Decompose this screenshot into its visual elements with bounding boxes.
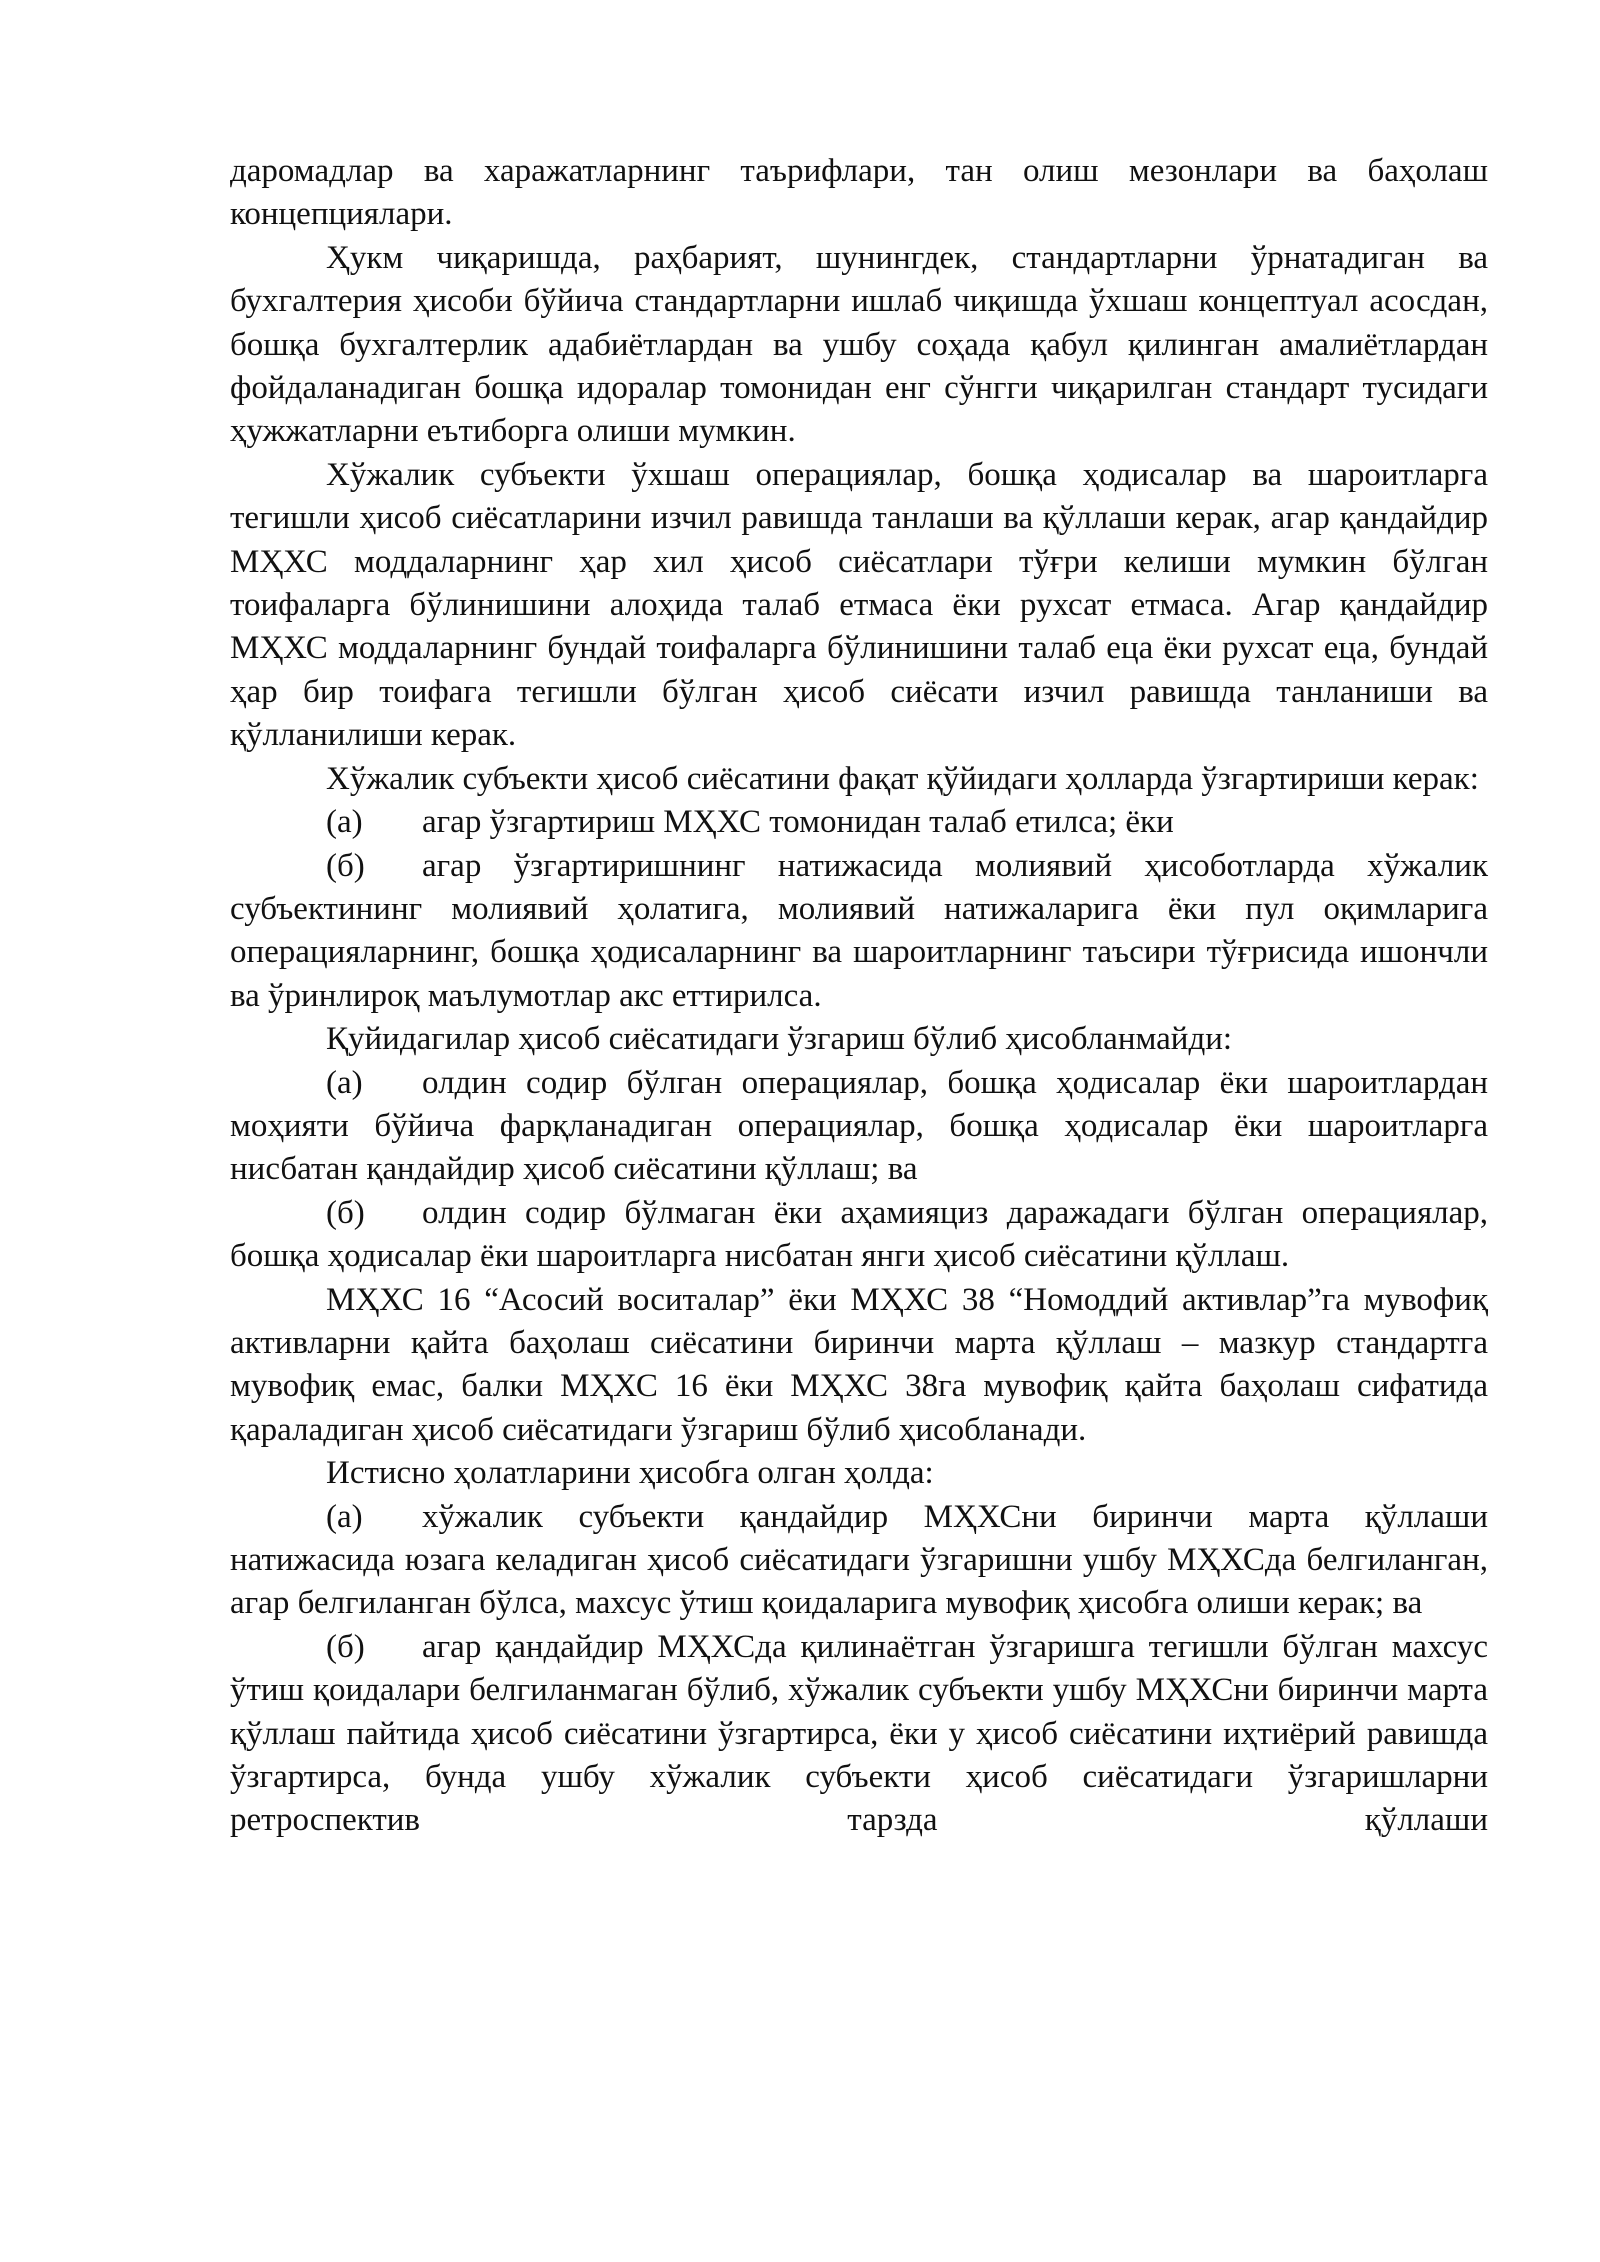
list-marker: (а) bbox=[326, 1498, 363, 1535]
list-marker: (б) bbox=[326, 1628, 365, 1665]
list-item-text: олдин содир бўлган операциялар, бошқа ҳодисалар ёки шароитлардан моҳияти бўйича фарқланадиган операциялар, бошқа ҳодисалар ёки шароитларга нисбатан қандайдир ҳисоб сиёсатини қўллаш; ва bbox=[230, 1064, 1488, 1188]
list-item-text: агар қандайдир МҲХСда қилинаётган ўзгаришга тегишли бўлган махсус ўтиш қоидалари белгиланмаган бўлиб, хўжалик субъекти ушбу МҲХСни биринчи марта қўллаш пайтида ҳисоб сиёсатини ўзгартирса, ёки у ҳисоб сиёсатини иҳтиёрий равишда ўзгартирса, бунда ушбу хўжалик субъекти ҳисоб сиёсатидаги ўзгаришларни ретроспектив тарзда қўллаши bbox=[230, 1628, 1488, 1839]
paragraph-consistency: Хўжалик субъекти ўхшаш операциялар, бошқа ҳодисалар ва шароитларга тегишли ҳисоб сиёсатларини изчил равишда танлаши ва қўллаши керак, агар қандайдир МҲХС моддаларнинг ҳар хил ҳисоб сиёсатлари тўғри келиши мумкин бўлган тоифаларга бўлинишини алоҳида талаб етмаса ёки рухсат етмаса. Агар қандайдир МҲХС моддаларнинг бундай тоифаларга бўлинишини талаб еца ёки рухсат еца, бундай ҳар бир тоифага тегишли бўлган ҳисоб сиёсати изчил равишда танланиши ва қўлланилиши керак. bbox=[230, 456, 1488, 754]
list-item-not-change-a bbox=[230, 1062, 1488, 1192]
paragraph-judgement: Ҳукм чиқаришда, раҳбарият, шунингдек, стандартларни ўрнатадиган ва бухгалтерия ҳисоби бўйича стандартларни ишлаб чиқишда ўхшаш концептуал асосдан, бошқа бухгалтерлик адабиётлардан ва ушбу соҳада қабул қилинган амалиётлардан фойдаланадиган бошқа идоралар томонидан енг сўнгги чиқарилган стандарт тусидаги ҳужжатларни еътиборга олиши мумкин. bbox=[230, 239, 1488, 450]
paragraph-revaluation: МҲХС 16 “Асосий воситалар” ёки МҲХС 38 “Номоддий активлар”га мувофиқ активларни қайта баҳолаш сиёсатини биринчи марта қўллаш – мазкур стандартга мувофиқ емас, балки МҲХС 16 ёки МҲХС 38га мувофиқ қайта баҳолаш сифатида қараладиган ҳисоб сиёсатидаги ўзгариш бўлиб ҳисобланади. bbox=[230, 1281, 1488, 1448]
paragraph-not-change: Қуйидагилар ҳисоб сиёсатидаги ўзгариш бўлиб ҳисобланмайди: bbox=[326, 1021, 1233, 1058]
list-item-text: агар ўзгартириш МҲХС томонидан талаб етилса; ёки bbox=[422, 804, 1174, 841]
paragraph-exceptions: Истисно ҳолатларини ҳисобга олган ҳолда: bbox=[326, 1455, 934, 1492]
list-item-not-change-b bbox=[230, 1192, 1488, 1279]
list-item-text: хўжалик субъекти қандайдир МҲХСни биринчи марта қўллаши натижасида юзага келадиган ҳисоб сиёсатидаги ўзгаришни ушбу МҲХСда белгиланган, агар белгиланган бўлса, махсус ўтиш қоидаларига мувофиқ ҳисобга олиши керак; ва bbox=[230, 1498, 1488, 1622]
list-marker: (б) bbox=[326, 847, 365, 884]
list-item-exception-a bbox=[230, 1496, 1488, 1626]
document-page bbox=[230, 150, 1488, 1843]
list-marker: (а) bbox=[326, 1064, 363, 1101]
list-marker: (а) bbox=[326, 804, 363, 841]
paragraph-change-conditions: Хўжалик субъекти ҳисоб сиёсатини фақат қўйидаги ҳолларда ўзгартириши керак: bbox=[326, 760, 1479, 797]
list-item-text: агар ўзгартиришнинг натижасида молиявий ҳисоботларда хўжалик субъектининг молиявий ҳолатига, молиявий натижаларига ёки пул оқимларига операцияларнинг, бошқа ҳодисаларнинг ва шароитларнинг таъсири тўғрисида ишончли ва ўринлироқ маълумотлар акс еттирилса. bbox=[230, 847, 1488, 1014]
list-item-change-a bbox=[230, 801, 1488, 844]
list-item-exception-b bbox=[230, 1626, 1488, 1843]
list-marker: (б) bbox=[326, 1194, 365, 1231]
list-item-text: олдин содир бўлмаган ёки аҳамияциз даражадаги бўлган операциялар, бошқа ҳодисалар ёки шароитларга нисбатан янги ҳисоб сиёсатини қўллаш. bbox=[230, 1194, 1488, 1275]
paragraph-definitions-continued: даромадлар ва харажатларнинг таърифлари, тан олиш мезонлари ва баҳолаш концепциялари. bbox=[230, 153, 1488, 233]
list-item-change-b bbox=[230, 845, 1488, 1019]
